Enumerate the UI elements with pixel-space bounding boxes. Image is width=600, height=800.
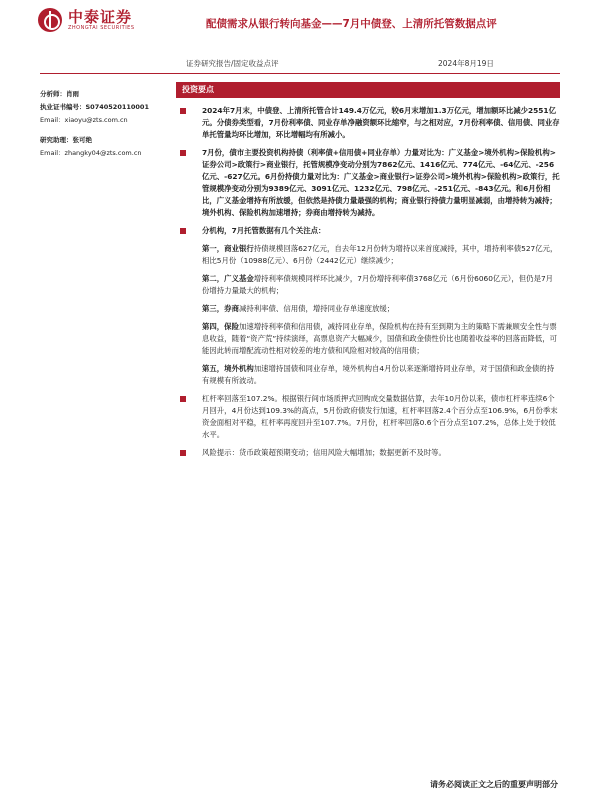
section-title: 投资要点 (176, 82, 560, 98)
bullet-square-icon (180, 228, 186, 234)
report-date: 2024年8月19日 (438, 59, 494, 68)
header-divider (40, 73, 560, 74)
bullet-item (176, 147, 560, 219)
bullet-square-icon (180, 396, 186, 402)
point-paragraph (176, 363, 560, 387)
point-paragraph (176, 303, 560, 315)
report-title: 配债需求从银行转向基金——7月中债登、上清所托管数据点评 (206, 18, 497, 30)
bullet-square-icon (180, 150, 186, 156)
bullet-item (176, 393, 560, 441)
point-lead: 第四，保险 (202, 322, 239, 331)
assistant-email[interactable]: zhangky04@zts.com.cn (64, 149, 142, 157)
point-text: 加速增持国债和同业存单，境外机构自4月份以来逐渐增持同业存单，对于国债和政金债的持有规模有所波动。 (202, 364, 555, 385)
brand-name-en: ZHONGTAI SECURITIES (68, 24, 135, 31)
point-paragraph (176, 243, 560, 267)
point-lead: 第三，券商 (202, 304, 239, 313)
main-content (176, 105, 560, 465)
point-text: 增持利率债规模同样环比减少，7月份增持利率债3768亿元（6月份6060亿元），但仍是7月份增持力量最大的机构； (202, 274, 554, 295)
disclaimer-footer: 请务必阅读正文之后的重要声明部分 (430, 780, 558, 789)
bullet-square-icon (180, 450, 186, 456)
bullet-item (176, 447, 560, 459)
analyst-label: 分析师： (40, 90, 66, 98)
analyst-email[interactable]: xiaoyu@zts.com.cn (64, 116, 128, 124)
point-text: 持债规模回落627亿元，自去年12月份转为增持以来首度减持，其中，增持利率债527亿元，相比5月份（10988亿元）、6月份（2442亿元）继续减少； (202, 244, 558, 265)
bullet-text: 分机构，7月托管数据有几个关注点： (202, 226, 326, 235)
analyst-name: 肖雨 (66, 90, 79, 98)
assistant-name: 张可绝 (72, 136, 92, 144)
email-label: Email： (40, 116, 65, 124)
bullet-item (176, 225, 560, 237)
cert-number: S0740520110001 (85, 103, 149, 111)
cert-label: 执业证书编号： (40, 103, 86, 111)
analyst-sidebar (40, 88, 168, 160)
bullet-text: 2024年7月末，中债登、上清所托管合计149.4万亿元，较6月末增加1.3万亿元，增加额环比减少2551亿元。分债券类型看，7月份利率债、同业存单净融资额环比缩窄，与之相对应，7月份利率债、信用债、同业存单托管量均环比增加，环比增幅均有所减小。 (202, 106, 560, 139)
company-logo (38, 8, 135, 32)
bullet-text: 杠杆率回落至107.2%。根据银行间市场质押式回购成交量数据估算，去年10月份以来，债市杠杆率连续6个月回升，4月份达到109.3%的高点，5月份政府债发行加速，杠杆率回落2.4个百分点至106.9%，6月份季末资金面相对平稳，杠杆率再度回升至107.7%。7月份，杠杆率回落0.6个百分点至107.2%，总体上处于较低水平。 (202, 394, 558, 439)
assistant-label: 研究助理： (40, 136, 73, 144)
bullet-item (176, 105, 560, 141)
point-paragraph (176, 321, 560, 357)
brand-name-cn: 中泰证券 (68, 7, 133, 26)
point-paragraph (176, 273, 560, 297)
point-text: 加速增持利率债和信用债，减持同业存单，保险机构在持有至到期为主的策略下需兼顾安全性与票息收益，随着“资产荒”持续演绎，高票息资产大幅减少，国债和政金债性价比也随着收益率的回落而降低，可能因此转而增配流动性相对较差的地方债和风险相对较高的信用债； (202, 322, 558, 355)
bullet-text: 风险提示：货币政策超预期变动；信用风险大幅增加；数据更新不及时等。 (202, 448, 446, 457)
bullet-square-icon (180, 108, 186, 114)
point-text: 减持利率债、信用债，增持同业存单速度放缓； (238, 304, 395, 313)
logo-mark-icon (38, 8, 62, 32)
point-lead: 第五，境外机构 (202, 364, 254, 373)
report-category: 证券研究报告/固定收益点评 (186, 59, 279, 68)
point-lead: 第一，商业银行 (202, 244, 254, 253)
point-lead: 第二，广义基金 (202, 274, 254, 283)
bullet-text: 7月份，债市主要投资机构持债（利率债+信用债+同业存单）力量对比为：广义基金>境外机构>保险机构>证券公司>政策行>商业银行，托管规模净变动分别为7862亿元、1416亿元、774亿元、-64亿元、-256亿元、-627亿元。6月份持债力量对比为：广义基金>商业银行>证券公司>境外机构>保险机构>政策行，托管规模净变动分别为9389亿元、3091亿元、1232亿元、798亿元、-251亿元、-843亿元。和6月份相比，广义基金增持有所放缓，但依然是持债力量最强的机构；商业银行持债力量明显减弱，由增持转为减持；境外机构、保险机构加速增持；券商由增持转为减持。 (202, 148, 560, 217)
email-label: Email： (40, 149, 65, 157)
